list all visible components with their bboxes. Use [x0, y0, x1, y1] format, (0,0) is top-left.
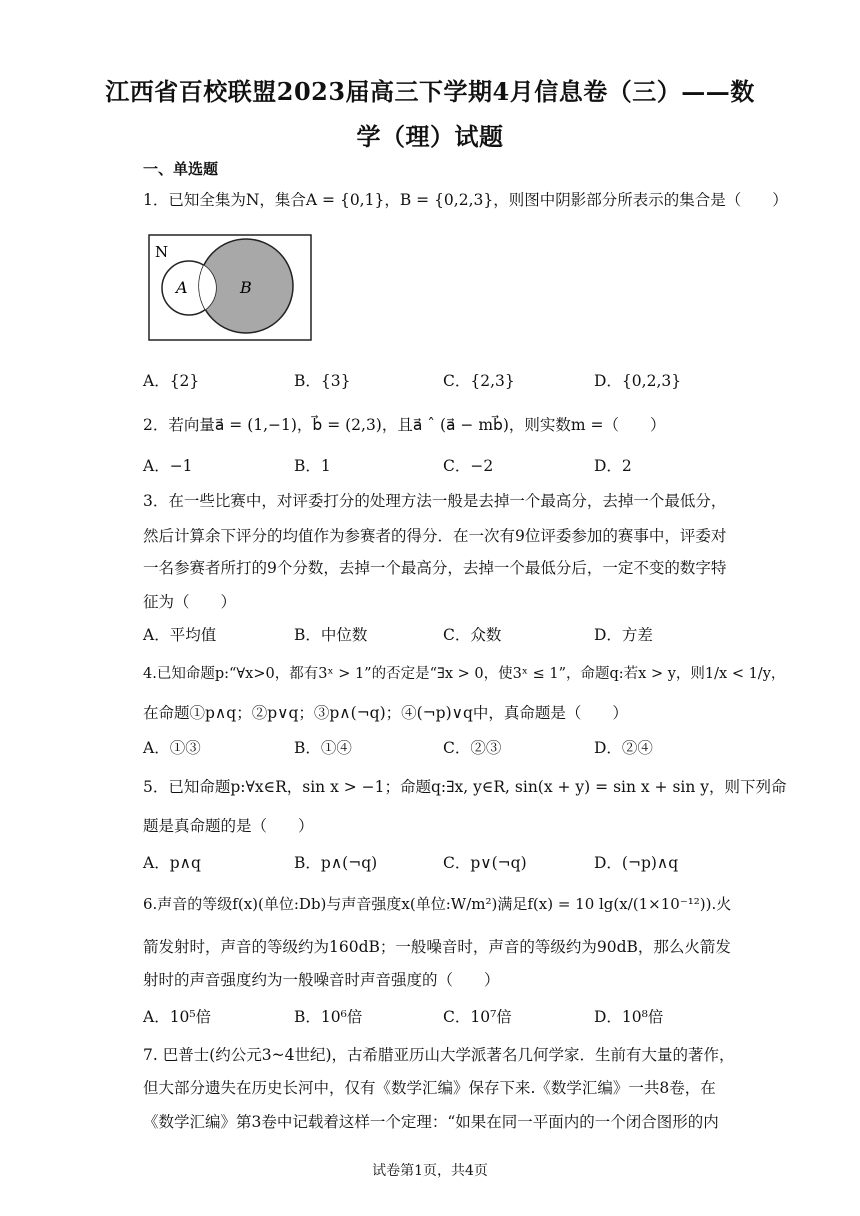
page-title-line1: 江西省百校联盟2023届高三下学期4月信息卷（三）——数	[105, 77, 755, 106]
question-5-line-2: 题是真命题的是（ ）	[143, 817, 314, 835]
question-6-line-2: 箭发射时，声音的等级约为160dB；一般噪音时，声音的等级约为90dB，那么火箭发	[143, 938, 731, 956]
question-7-line-1: 7. 巴普士(约公元3~4世纪)，古希腊亚历山大学派著名几何学家．生前有大量的著作，	[143, 1046, 735, 1064]
q5-option-b: B．p∧(¬q)	[294, 854, 378, 872]
q6-option-a: A．10⁵倍	[143, 1008, 212, 1026]
page-title-line2: 学（理）试题	[356, 122, 504, 151]
question-3-line-3: 一名参赛者所打的9个分数，去掉一个最高分，去掉一个最低分后，一定不变的数字特	[143, 559, 727, 577]
q4-option-d: D．②④	[594, 739, 653, 757]
question-2-text: 2．若向量a⃗ = (1,−1)，b⃗ = (2,3)，且a⃗ ˆ (a⃗ − mb⃗)，则实数m =（ ）	[143, 416, 666, 434]
q2-option-b: B．1	[294, 457, 331, 475]
question-5-line-1: 5．已知命题p:∀x∈R，sin x > −1；命题q:∃x, y∈R, sin(x + y) = sin x + sin y，则下列命	[143, 778, 787, 796]
venn-universe-label: N	[155, 243, 169, 261]
q6-option-c: C．10⁷倍	[443, 1008, 512, 1026]
question-3-line-1: 3．在一些比赛中，对评委打分的处理方法一般是去掉一个最高分，去掉一个最低分，	[143, 492, 727, 510]
q4-option-c: C．②③	[443, 739, 502, 757]
q3-option-a: A．平均值	[143, 626, 217, 644]
q3-option-b: B．中位数	[294, 626, 368, 644]
q5-option-d: D．(¬p)∧q	[594, 854, 679, 872]
q5-option-a: A．p∧q	[143, 854, 201, 872]
q4-option-a: A．①③	[143, 739, 201, 757]
question-3-line-2: 然后计算余下评分的均值作为参赛者的得分．在一次有9位评委参加的赛事中，评委对	[143, 527, 727, 545]
q1-option-b: B．{3}	[294, 372, 351, 390]
q1-option-d: D．{0,2,3}	[594, 372, 682, 390]
q2-option-d: D．2	[594, 457, 632, 475]
question-3-line-4: 征为（ ）	[143, 593, 237, 611]
q3-option-c: C．众数	[443, 626, 502, 644]
page-footer: 试卷第1页，共4页	[372, 1163, 488, 1179]
q3-option-d: D．方差	[594, 626, 653, 644]
question-7-line-3: 《数学汇编》第3卷中记载着这样一个定理：“如果在同一平面内的一个闭合图形的内	[143, 1113, 719, 1131]
q4-option-b: B．①④	[294, 739, 352, 757]
q6-option-b: B．10⁶倍	[294, 1008, 363, 1026]
section-heading: 一、单选题	[143, 160, 219, 178]
question-4-line-1: 4.已知命题p:“∀x>0，都有3ˣ > 1”的否定是“∃x > 0，使3ˣ ≤ 1”，命题q:若x > y，则1/x < 1/y，	[143, 666, 786, 682]
q6-option-d: D．10⁸倍	[594, 1008, 664, 1026]
q1-option-a: A．{2}	[143, 372, 200, 390]
venn-diagram	[148, 234, 314, 344]
q2-option-c: C．−2	[443, 457, 494, 475]
venn-set-a-label: A	[176, 278, 188, 297]
q2-option-a: A．−1	[143, 457, 193, 475]
venn-set-b-label: B	[240, 278, 252, 297]
question-4-line-2: 在命题①p∧q；②p∨q；③p∧(¬q)；④(¬p)∨q中，真命题是（ ）	[143, 704, 628, 722]
question-6-line-1: 6.声音的等级f(x)(单位:Db)与声音强度x(单位:W/m²)满足f(x) = 10 lg(x/(1×10⁻¹²)).火	[143, 895, 732, 913]
question-6-line-3: 射时的声音强度约为一般噪音时声音强度的（ ）	[143, 971, 500, 989]
question-7-line-2: 但大部分遗失在历史长河中，仅有《数学汇编》保存下来.《数学汇编》一共8卷，在	[143, 1079, 716, 1097]
q5-option-c: C．p∨(¬q)	[443, 854, 527, 872]
q1-option-c: C．{2,3}	[443, 372, 515, 390]
question-1-text: 1．已知全集为N，集合A = {0,1}，B = {0,2,3}，则图中阴影部分所表示的集合是（ ）	[143, 191, 788, 209]
